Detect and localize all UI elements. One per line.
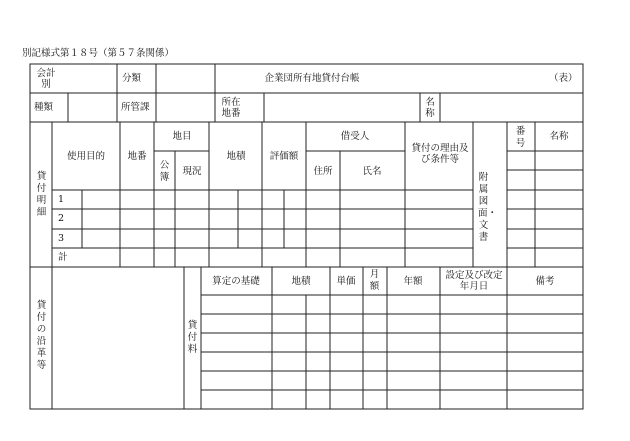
col-name: 氏名 xyxy=(362,166,382,177)
row-number-3: 3 xyxy=(58,233,65,244)
col-reason: 貸付の理由及び条件等 xyxy=(411,143,469,165)
col-chiseki: 地積 xyxy=(226,151,246,162)
label-shurui: 種類 xyxy=(34,102,54,113)
row-total: 計 xyxy=(58,252,68,263)
section-history: 貸付の沿革等 xyxy=(36,300,47,371)
label-kaikei: 会計別 xyxy=(36,68,56,90)
col-purpose: 使用目的 xyxy=(66,151,106,162)
row-number-1: 1 xyxy=(58,194,65,205)
form-outer-border xyxy=(30,64,583,409)
form-caption: 別記様式第１８号（第５７条関係） xyxy=(22,48,175,59)
side-indicator: （表） xyxy=(549,73,578,84)
col-kobo: 公簿 xyxy=(159,160,170,183)
col-hyokagaku: 評価額 xyxy=(269,151,299,162)
col-unit-price: 単価 xyxy=(336,276,356,287)
section-loan-detail: 貸付明細 xyxy=(36,171,47,218)
col-address: 住所 xyxy=(313,166,333,177)
label-shozaichiban: 所在地番 xyxy=(221,97,241,119)
col-borrower: 借受人 xyxy=(340,131,370,142)
col-set-date: 設定及び改定年月日 xyxy=(445,270,503,292)
ledger-title: 企業団所有地貸付台帳 xyxy=(264,73,360,84)
label-shokanka: 所管課 xyxy=(121,102,150,113)
col-attached-docs: 附属図面・文書 xyxy=(478,172,498,243)
col-bango: 番号 xyxy=(515,126,526,149)
col-genkyo: 現況 xyxy=(182,166,202,177)
col-monthly: 月額 xyxy=(369,269,380,292)
label-loan-fee: 貸付料 xyxy=(187,320,198,355)
label-meisho: 名称 xyxy=(425,97,435,119)
col-attached-name: 名称 xyxy=(549,131,569,142)
col-chimoku: 地目 xyxy=(172,131,192,142)
col-annual: 年額 xyxy=(403,276,423,287)
row-number-2: 2 xyxy=(58,213,65,224)
col-hist-chiseki: 地積 xyxy=(291,276,311,287)
col-chiban: 地番 xyxy=(127,151,147,162)
label-bunrui: 分類 xyxy=(122,73,142,84)
col-remarks: 備考 xyxy=(535,276,555,287)
col-basis: 算定の基礎 xyxy=(212,276,260,287)
